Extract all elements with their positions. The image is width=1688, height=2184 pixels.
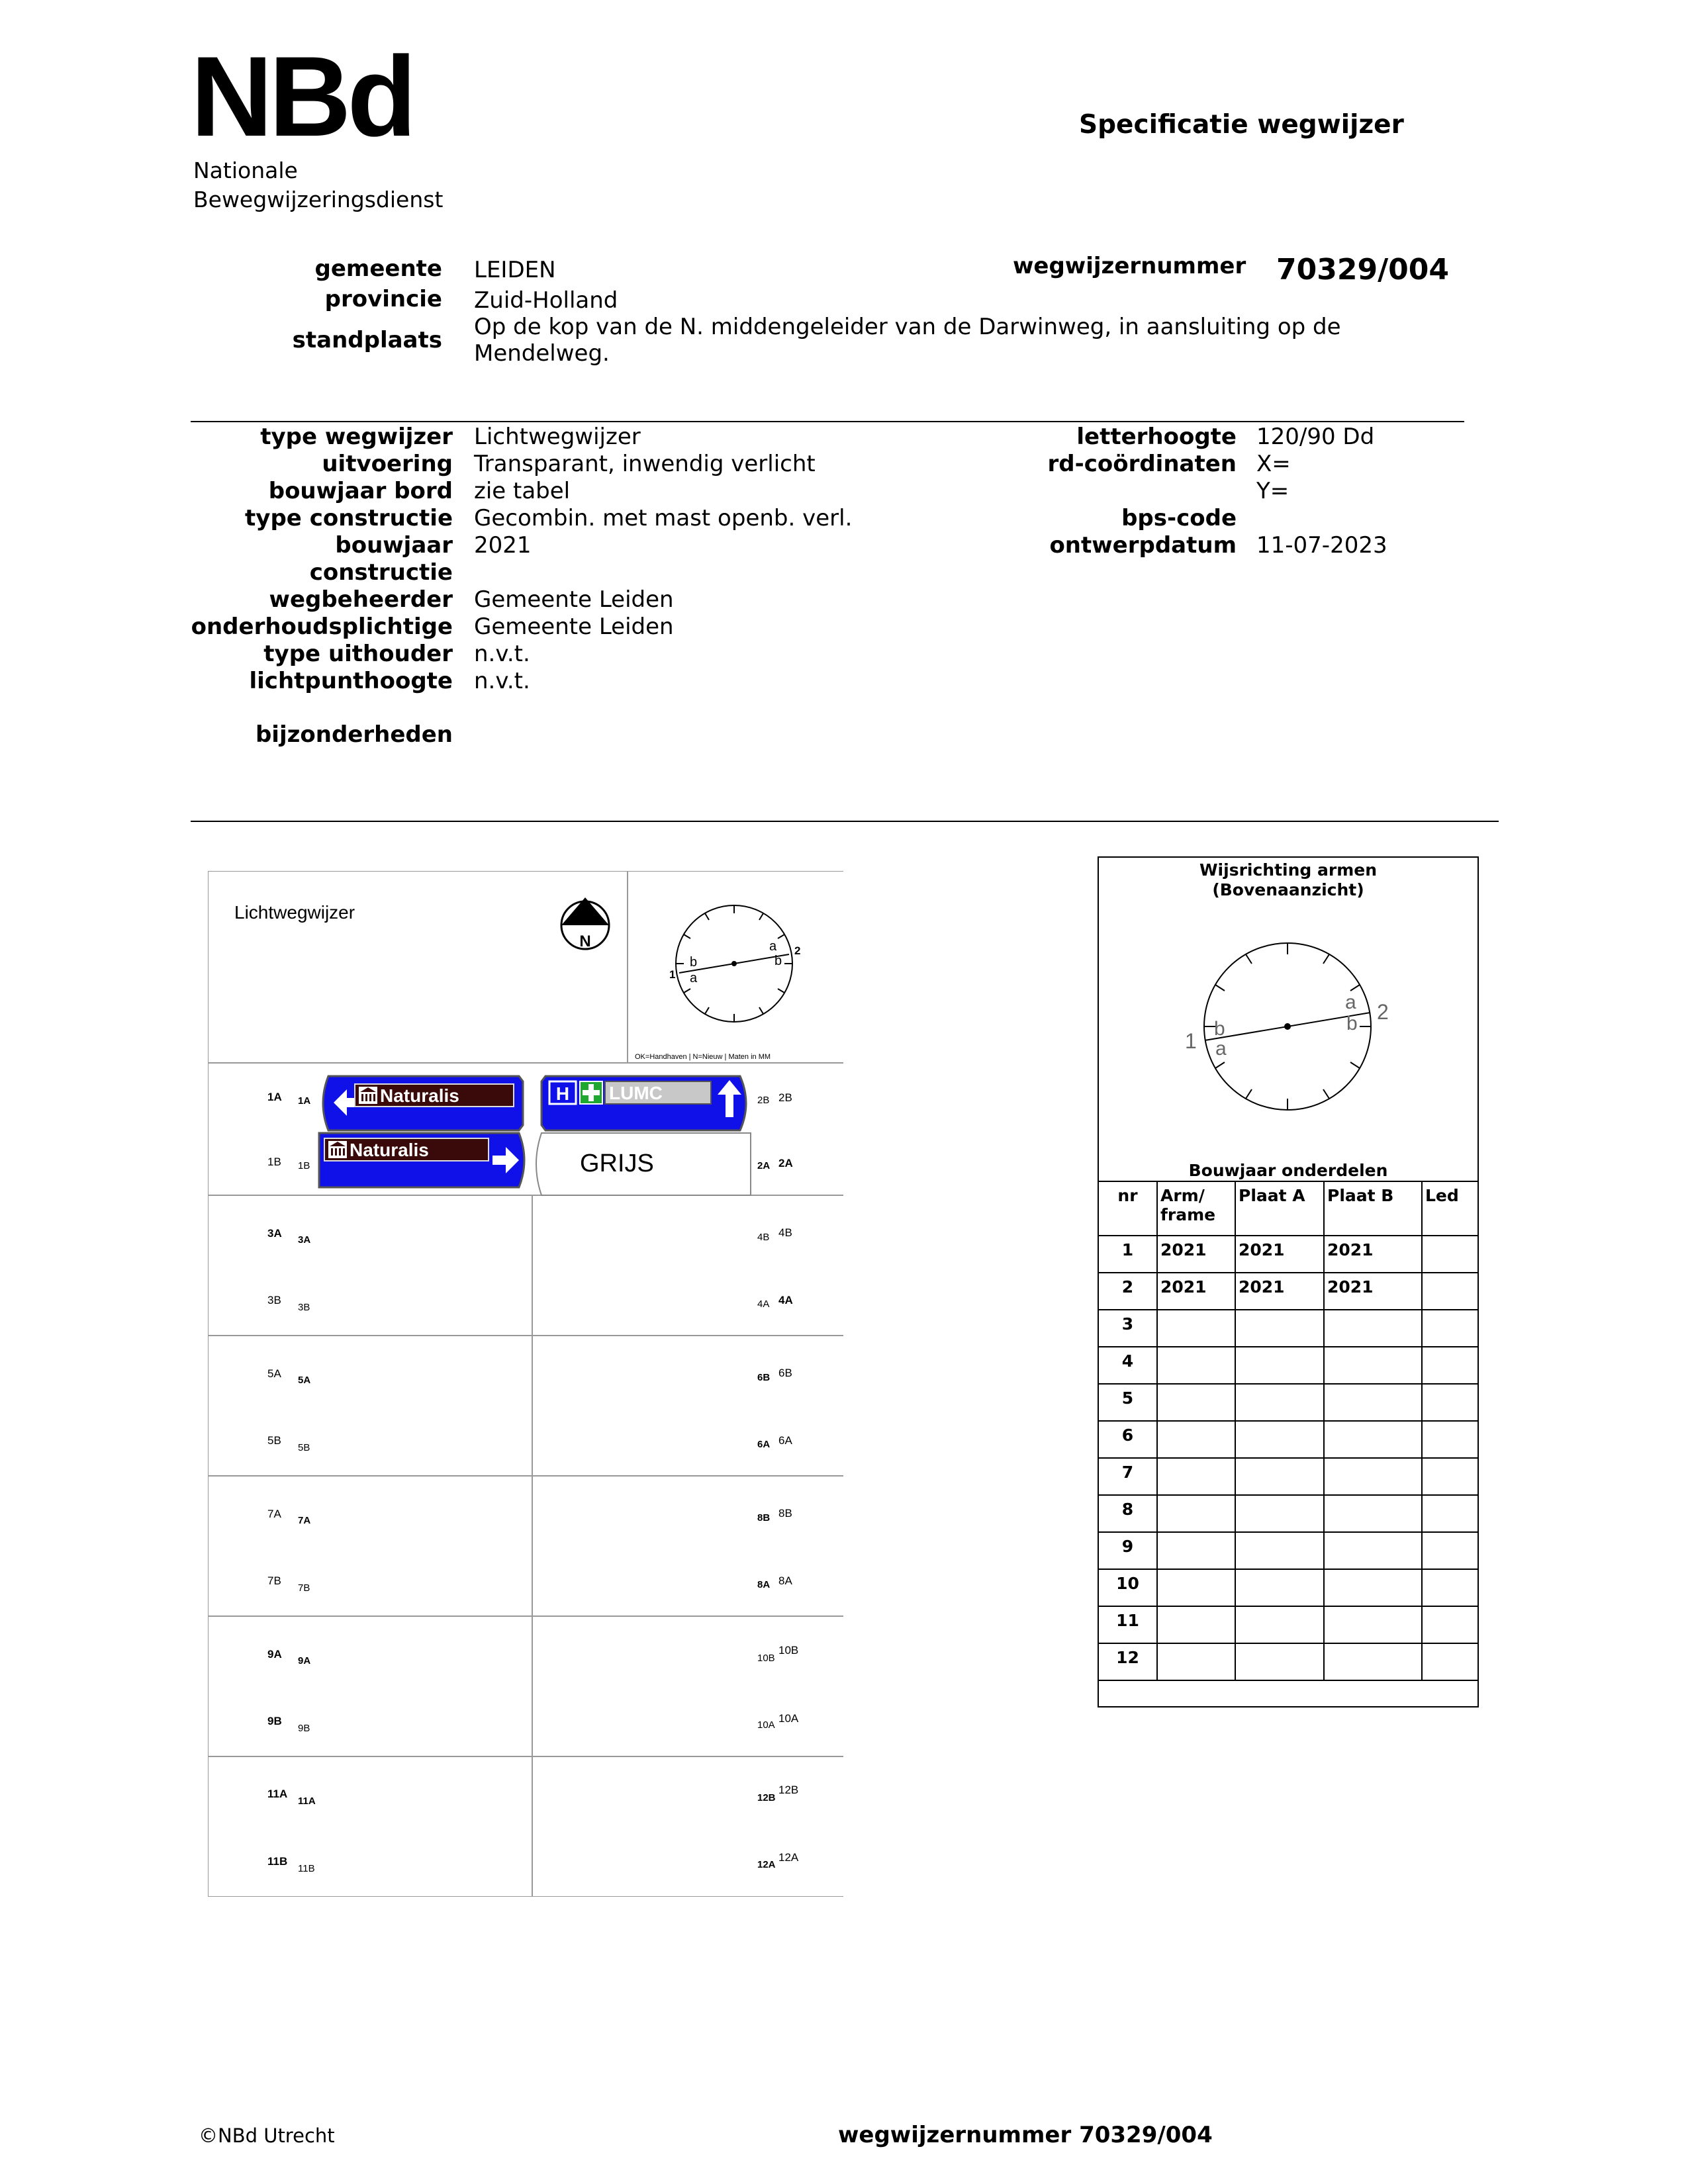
header-led: Led (1422, 1181, 1477, 1236)
table-cell-nr: 12 (1099, 1643, 1157, 1680)
plate-2a (541, 1076, 746, 1130)
table-row (1099, 1532, 1477, 1569)
table-cell-a (1235, 1606, 1324, 1643)
wegwijzernummer-label: wegwijzernummer (1013, 253, 1246, 279)
table-row (1099, 1458, 1477, 1495)
museum-icon (328, 1141, 347, 1158)
header-arm-frame (1157, 1181, 1235, 1236)
table-cell-b (1324, 1384, 1422, 1421)
table-cell-b: 2021 (1324, 1273, 1422, 1310)
north-label: N (579, 933, 591, 950)
onderhoudsplichtige-label: onderhoudsplichtige (191, 614, 453, 640)
drawing-title: Lichtwegwijzer (234, 902, 355, 923)
header-plaat-a: Plaat A (1235, 1181, 1324, 1236)
onderhoudsplichtige-value: Gemeente Leiden (474, 614, 674, 640)
slot-6a-right: 6A (778, 1434, 792, 1447)
drawing-legend: OK=Handhaven | N=Nieuw | Maten in MM (635, 1053, 771, 1061)
rd-x-value: X= (1256, 451, 1291, 477)
table-cell-led (1422, 1606, 1477, 1643)
compass-label-b-left: b (1214, 1018, 1225, 1040)
slot-4a-left: 4A (757, 1298, 770, 1310)
slot-5a-left: 5A (267, 1367, 281, 1380)
rd-y-value: Y= (1256, 478, 1289, 504)
divider-bottom (191, 821, 1499, 822)
slot-10a-right: 10A (778, 1712, 799, 1725)
table-cell-b: 2021 (1324, 1236, 1422, 1273)
slot-1a-right: 1A (298, 1095, 311, 1107)
header-arm: Arm/ (1160, 1186, 1205, 1205)
lichtpunthoogte-label: lichtpunthoogte (249, 668, 453, 694)
table-cell-b (1324, 1532, 1422, 1569)
type-uithouder-value: n.v.t. (474, 641, 530, 667)
wegwijzernummer-value: 70329/004 (1276, 253, 1449, 287)
table-cell-a (1235, 1495, 1324, 1532)
slot-11b-right: 11B (298, 1863, 315, 1874)
footer-wegwijzernummer: wegwijzernummer 70329/004 (838, 2122, 1213, 2148)
slot-6a-left: 6A (757, 1439, 771, 1450)
table-cell-a: 2021 (1235, 1273, 1324, 1310)
wijsrichting-title: Wijsrichting armen (1199, 860, 1378, 880)
wijsrichting-panel (1098, 856, 1479, 1707)
table-cell-led (1422, 1458, 1477, 1495)
table-cell-arm (1157, 1569, 1235, 1606)
bouwjaar-bord-value: zie tabel (474, 478, 571, 504)
lichtpunthoogte-value: n.v.t. (474, 668, 530, 694)
table-cell-led (1422, 1643, 1477, 1680)
table-cell-led (1422, 1532, 1477, 1569)
slot-1b-right: 1B (298, 1160, 310, 1171)
bijzonderheden-label: bijzonderheden (255, 721, 453, 748)
table-cell-led (1422, 1569, 1477, 1606)
small-compass-a-left: a (690, 971, 698, 985)
wijsrichting-subtitle: (Bovenaanzicht) (1212, 880, 1364, 899)
table-row (1099, 1606, 1477, 1643)
plate-1a (323, 1076, 523, 1130)
table-cell-arm (1157, 1384, 1235, 1421)
slot-4a-right: 4A (778, 1294, 793, 1306)
slot-2b-right: 2B (778, 1091, 792, 1104)
bouwjaar-title: Bouwjaar onderdelen (1188, 1161, 1388, 1180)
compass-label-2: 2 (1377, 1000, 1389, 1024)
table-cell-nr: 3 (1099, 1310, 1157, 1347)
table-cell-led (1422, 1273, 1477, 1310)
table-cell-nr: 6 (1099, 1421, 1157, 1458)
table-cell-arm (1157, 1458, 1235, 1495)
table-cell-arm (1157, 1532, 1235, 1569)
plate-2b-text: GRIJS (580, 1150, 654, 1177)
logo-line-2: Bewegwijzeringsdienst (193, 187, 444, 212)
compass-label-1: 1 (1185, 1029, 1197, 1053)
slot-10a-left: 10A (757, 1719, 775, 1731)
small-compass-icon (669, 905, 800, 1022)
table-cell-a (1235, 1421, 1324, 1458)
slot-4b-right: 4B (778, 1226, 792, 1239)
type-wegwijzer-value: Lichtwegwijzer (474, 424, 641, 450)
slot-7a-right: 7A (298, 1515, 311, 1526)
table-row (1099, 1495, 1477, 1532)
wegbeheerder-label: wegbeheerder (269, 586, 453, 613)
logo-subtitle (193, 156, 443, 214)
table-row (1099, 1347, 1477, 1384)
divider-top (191, 421, 1464, 422)
table-cell-a (1235, 1643, 1324, 1680)
sign-drawing (208, 871, 843, 1897)
table-cell-b (1324, 1569, 1422, 1606)
slot-10b-right: 10B (778, 1644, 799, 1657)
table-cell-led (1422, 1347, 1477, 1384)
table-cell-led (1422, 1421, 1477, 1458)
bps-code-label: bps-code (1121, 505, 1237, 531)
table-cell-led (1422, 1310, 1477, 1347)
slot-12b-left: 12B (757, 1792, 776, 1803)
slot-5a-right: 5A (298, 1375, 311, 1386)
slot-3b-left: 3B (267, 1294, 281, 1306)
table-cell-arm: 2021 (1157, 1273, 1235, 1310)
table-cell-nr: 1 (1099, 1236, 1157, 1273)
table-cell-arm (1157, 1495, 1235, 1532)
logo-wordmark: NBd (191, 33, 413, 160)
gemeente-label: gemeente (314, 255, 442, 282)
table-cell-arm (1157, 1643, 1235, 1680)
ontwerpdatum-value: 11-07-2023 (1256, 532, 1387, 559)
slot-2a-right: 2A (778, 1157, 793, 1169)
table-cell-led (1422, 1495, 1477, 1532)
slot-2b-left: 2B (757, 1095, 770, 1106)
letterhoogte-value: 120/90 Dd (1256, 424, 1375, 450)
table-cell-b (1324, 1421, 1422, 1458)
table-cell-nr: 8 (1099, 1495, 1157, 1532)
gemeente-value: LEIDEN (474, 257, 556, 283)
slot-9a-right: 9A (298, 1655, 311, 1666)
bouwjaar-table (1099, 1181, 1477, 1681)
table-cell-nr: 2 (1099, 1273, 1157, 1310)
table-cell-nr: 7 (1099, 1458, 1157, 1495)
table-cell-b (1324, 1606, 1422, 1643)
table-cell-a (1235, 1532, 1324, 1569)
slot-12b-right: 12B (778, 1784, 799, 1796)
bouwjaar-constructie-value: 2021 (474, 532, 532, 559)
bouwjaar-bord-label: bouwjaar bord (268, 478, 453, 504)
provincie-value: Zuid-Holland (474, 287, 618, 314)
header-plaat-b: Plaat B (1324, 1181, 1422, 1236)
table-cell-a (1235, 1347, 1324, 1384)
slot-6b-left: 6B (757, 1372, 771, 1383)
table-cell-a (1235, 1458, 1324, 1495)
slot-12a-right: 12A (778, 1851, 799, 1864)
table-cell-a (1235, 1310, 1324, 1347)
table-cell-nr: 10 (1099, 1569, 1157, 1606)
uitvoering-value: Transparant, inwendig verlicht (474, 451, 816, 477)
slot-6b-right: 6B (778, 1367, 792, 1379)
table-cell-a: 2021 (1235, 1236, 1324, 1273)
type-constructie-value: Gecombin. met mast openb. verl. (474, 505, 853, 531)
slot-3a-left: 3A (267, 1227, 282, 1240)
table-row (1099, 1384, 1477, 1421)
table-cell-nr: 11 (1099, 1606, 1157, 1643)
table-cell-a (1235, 1569, 1324, 1606)
slot-5b-right: 5B (298, 1442, 310, 1453)
table-cell-arm (1157, 1347, 1235, 1384)
table-cell-a (1235, 1384, 1324, 1421)
plate-2b (536, 1133, 751, 1195)
compass-label-a-left: a (1215, 1038, 1227, 1060)
standplaats-line-2: Mendelweg. (474, 340, 610, 367)
compass-top-view-icon (1178, 931, 1397, 1122)
table-cell-arm (1157, 1606, 1235, 1643)
slot-1b-left: 1B (267, 1156, 281, 1168)
slot-8a-right: 8A (778, 1574, 792, 1587)
slot-12a-left: 12A (757, 1859, 776, 1870)
bouwjaar-constructie-label-2: constructie (309, 559, 453, 586)
slot-9b-right: 9B (298, 1723, 310, 1734)
small-compass-2: 2 (794, 944, 801, 957)
slot-7a-left: 7A (267, 1508, 281, 1520)
table-row (1099, 1643, 1477, 1680)
table-row (1099, 1310, 1477, 1347)
slot-7b-right: 7B (298, 1582, 310, 1594)
slot-9a-left: 9A (267, 1648, 282, 1661)
plate-1a-text: Naturalis (380, 1085, 459, 1106)
slot-5b-left: 5B (267, 1434, 281, 1447)
table-cell-b (1324, 1495, 1422, 1532)
slot-7b-left: 7B (267, 1574, 281, 1587)
table-cell-nr: 5 (1099, 1384, 1157, 1421)
slot-11a-right: 11A (298, 1796, 316, 1807)
table-cell-b (1324, 1347, 1422, 1384)
compass-label-b-right: b (1346, 1013, 1358, 1034)
plate-1b-text: Naturalis (350, 1140, 429, 1160)
table-cell-b (1324, 1310, 1422, 1347)
compass-label-a-right: a (1345, 991, 1356, 1013)
slot-11a-left: 11A (267, 1788, 288, 1800)
type-constructie-label: type constructie (245, 505, 453, 531)
small-compass-1: 1 (669, 968, 676, 981)
plate-2a-text: LUMC (609, 1083, 663, 1103)
table-cell-led (1422, 1384, 1477, 1421)
slot-1a-left: 1A (267, 1091, 282, 1103)
table-cell-b (1324, 1643, 1422, 1680)
small-compass-b-right: b (774, 954, 782, 968)
hospital-cross-icon (580, 1081, 602, 1104)
slot-3b-right: 3B (298, 1302, 310, 1313)
slot-4b-left: 4B (757, 1232, 770, 1243)
table-row (1099, 1569, 1477, 1606)
logo-line-1: Nationale (193, 158, 298, 183)
table-cell-arm (1157, 1310, 1235, 1347)
uitvoering-label: uitvoering (322, 451, 453, 477)
slot-2a-left: 2A (757, 1160, 771, 1171)
standplaats-line-1: Op de kop van de N. middengeleider van de Darwinweg, in aansluiting op de (474, 314, 1341, 340)
slot-9b-left: 9B (267, 1715, 282, 1727)
table-row (1099, 1273, 1477, 1310)
small-compass-a-right: a (769, 939, 777, 954)
table-cell-arm: 2021 (1157, 1236, 1235, 1273)
slot-3a-right: 3A (298, 1234, 311, 1246)
slot-11b-left: 11B (267, 1855, 288, 1868)
north-arrow-icon (561, 897, 609, 950)
table-cell-arm (1157, 1421, 1235, 1458)
small-compass-b-left: b (690, 955, 698, 970)
table-cell-nr: 9 (1099, 1532, 1157, 1569)
header-frame: frame (1160, 1205, 1216, 1224)
slot-8b-left: 8B (757, 1512, 771, 1524)
type-uithouder-label: type uithouder (263, 641, 453, 667)
header-nr: nr (1099, 1181, 1157, 1236)
hospital-h-label: H (555, 1083, 570, 1104)
table-cell-led (1422, 1236, 1477, 1273)
bouwjaar-constructie-label-1: bouwjaar (335, 532, 453, 559)
table-cell-b (1324, 1458, 1422, 1495)
provincie-label: provincie (324, 286, 442, 312)
table-cell-nr: 4 (1099, 1347, 1157, 1384)
table-header-row (1099, 1181, 1477, 1236)
rd-coordinaten-label: rd-coördinaten (1047, 451, 1237, 477)
table-row (1099, 1236, 1477, 1273)
document-title: Specificatie wegwijzer (1079, 110, 1404, 140)
plate-1b (319, 1133, 524, 1187)
slot-8b-right: 8B (778, 1507, 792, 1520)
footer-copyright: ©NBd Utrecht (199, 2124, 335, 2147)
standplaats-label: standplaats (292, 327, 442, 353)
museum-icon (359, 1087, 377, 1104)
table-row (1099, 1421, 1477, 1458)
slot-10b-left: 10B (757, 1653, 775, 1664)
wegbeheerder-value: Gemeente Leiden (474, 586, 674, 613)
letterhoogte-label: letterhoogte (1076, 424, 1237, 450)
type-wegwijzer-label: type wegwijzer (260, 424, 453, 450)
slot-8a-left: 8A (757, 1579, 771, 1590)
ontwerpdatum-label: ontwerpdatum (1049, 532, 1237, 559)
